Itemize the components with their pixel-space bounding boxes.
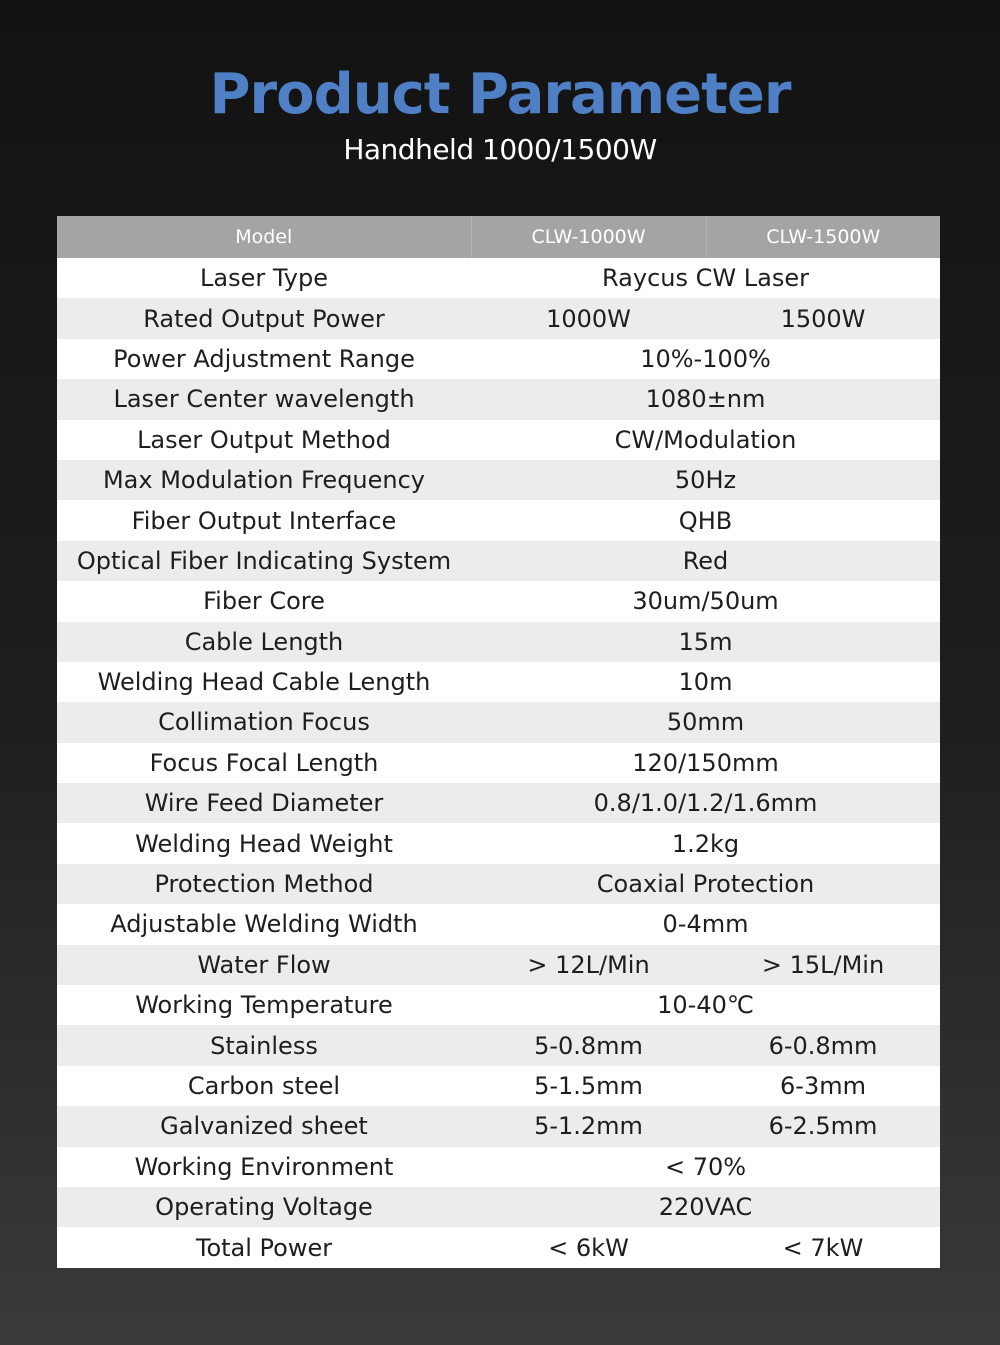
parameter-label: Water Flow	[57, 945, 471, 985]
table-row	[57, 945, 940, 985]
table-row	[57, 298, 940, 338]
table-row	[57, 1187, 940, 1227]
parameter-value-shared: Raycus CW Laser	[471, 258, 940, 298]
parameter-value-shared: 10%-100%	[471, 339, 940, 379]
table-row	[57, 864, 940, 904]
spec-table	[57, 216, 940, 1268]
parameter-value-shared: QHB	[471, 500, 940, 540]
column-header-clw-1000w: CLW-1000W	[471, 216, 706, 258]
parameter-value-clw-1000w: 5-1.5mm	[471, 1066, 706, 1106]
parameter-value-clw-1500w: 6-3mm	[706, 1066, 940, 1106]
parameter-label: Focus Focal Length	[57, 743, 471, 783]
table-row	[57, 581, 940, 621]
column-header-clw-1500w: CLW-1500W	[706, 216, 940, 258]
parameter-value-shared: 0.8/1.0/1.2/1.6mm	[471, 783, 940, 823]
table-row	[57, 783, 940, 823]
table-row	[57, 1025, 940, 1065]
table-row	[57, 985, 940, 1025]
parameter-value-shared: 1080±nm	[471, 379, 940, 419]
parameter-value-clw-1500w: 1500W	[706, 298, 940, 338]
table-row	[57, 702, 940, 742]
parameter-label: Protection Method	[57, 864, 471, 904]
parameter-label: Total Power	[57, 1227, 471, 1267]
parameter-label: Galvanized sheet	[57, 1106, 471, 1146]
parameter-value-shared: 15m	[471, 622, 940, 662]
parameter-value-shared: CW/Modulation	[471, 420, 940, 460]
parameter-label: Rated Output Power	[57, 298, 471, 338]
table-row	[57, 1227, 940, 1267]
table-row	[57, 541, 940, 581]
table-row	[57, 904, 940, 944]
parameter-value-shared: 1.2kg	[471, 823, 940, 863]
parameter-label: Carbon steel	[57, 1066, 471, 1106]
table-row	[57, 258, 940, 298]
parameter-value-clw-1500w: > 15L/Min	[706, 945, 940, 985]
parameter-value-clw-1000w: < 6kW	[471, 1227, 706, 1267]
table-row	[57, 743, 940, 783]
parameter-label: Max Modulation Frequency	[57, 460, 471, 500]
page-subtitle: Handheld 1000/1500W	[343, 133, 657, 166]
parameter-label: Optical Fiber Indicating System	[57, 541, 471, 581]
parameter-value-shared: 50mm	[471, 702, 940, 742]
parameter-value-shared: 0-4mm	[471, 904, 940, 944]
table-row	[57, 1106, 940, 1146]
parameter-label: Welding Head Weight	[57, 823, 471, 863]
table-row	[57, 500, 940, 540]
parameter-label: Laser Center wavelength	[57, 379, 471, 419]
parameter-label: Working Temperature	[57, 985, 471, 1025]
parameter-value-clw-1000w: 5-0.8mm	[471, 1025, 706, 1065]
parameter-value-shared: 50Hz	[471, 460, 940, 500]
parameter-value-shared: 10m	[471, 662, 940, 702]
parameter-value-shared: < 70%	[471, 1147, 940, 1187]
parameter-label: Operating Voltage	[57, 1187, 471, 1227]
parameter-label: Adjustable Welding Width	[57, 904, 471, 944]
parameter-value-clw-1500w: < 7kW	[706, 1227, 940, 1267]
table-row	[57, 823, 940, 863]
parameter-label: Power Adjustment Range	[57, 339, 471, 379]
parameter-label: Fiber Core	[57, 581, 471, 621]
parameter-label: Collimation Focus	[57, 702, 471, 742]
parameter-label: Welding Head Cable Length	[57, 662, 471, 702]
parameter-value-shared: 30um/50um	[471, 581, 940, 621]
parameter-label: Cable Length	[57, 622, 471, 662]
table-row	[57, 379, 940, 419]
parameter-label: Laser Output Method	[57, 420, 471, 460]
table-row	[57, 420, 940, 460]
parameter-label: Working Environment	[57, 1147, 471, 1187]
parameter-value-shared: Red	[471, 541, 940, 581]
parameter-value-shared: Coaxial Protection	[471, 864, 940, 904]
column-header-model: Model	[57, 216, 471, 258]
parameter-value-clw-1500w: 6-2.5mm	[706, 1106, 940, 1146]
table-row	[57, 662, 940, 702]
table-row	[57, 622, 940, 662]
parameter-value-shared: 220VAC	[471, 1187, 940, 1227]
parameter-value-clw-1500w: 6-0.8mm	[706, 1025, 940, 1065]
page-title: Product Parameter	[209, 62, 791, 127]
parameter-label: Wire Feed Diameter	[57, 783, 471, 823]
parameter-value-shared: 10-40℃	[471, 985, 940, 1025]
parameter-value-clw-1000w: 1000W	[471, 298, 706, 338]
table-row	[57, 460, 940, 500]
table-row	[57, 1066, 940, 1106]
table-header-row	[57, 216, 940, 258]
table-row	[57, 339, 940, 379]
spec-table-body	[57, 258, 940, 1268]
parameter-label: Fiber Output Interface	[57, 500, 471, 540]
table-row	[57, 1147, 940, 1187]
parameter-value-clw-1000w: 5-1.2mm	[471, 1106, 706, 1146]
parameter-label: Stainless	[57, 1025, 471, 1065]
parameter-label: Laser Type	[57, 258, 471, 298]
parameter-value-shared: 120/150mm	[471, 743, 940, 783]
parameter-value-clw-1000w: > 12L/Min	[471, 945, 706, 985]
